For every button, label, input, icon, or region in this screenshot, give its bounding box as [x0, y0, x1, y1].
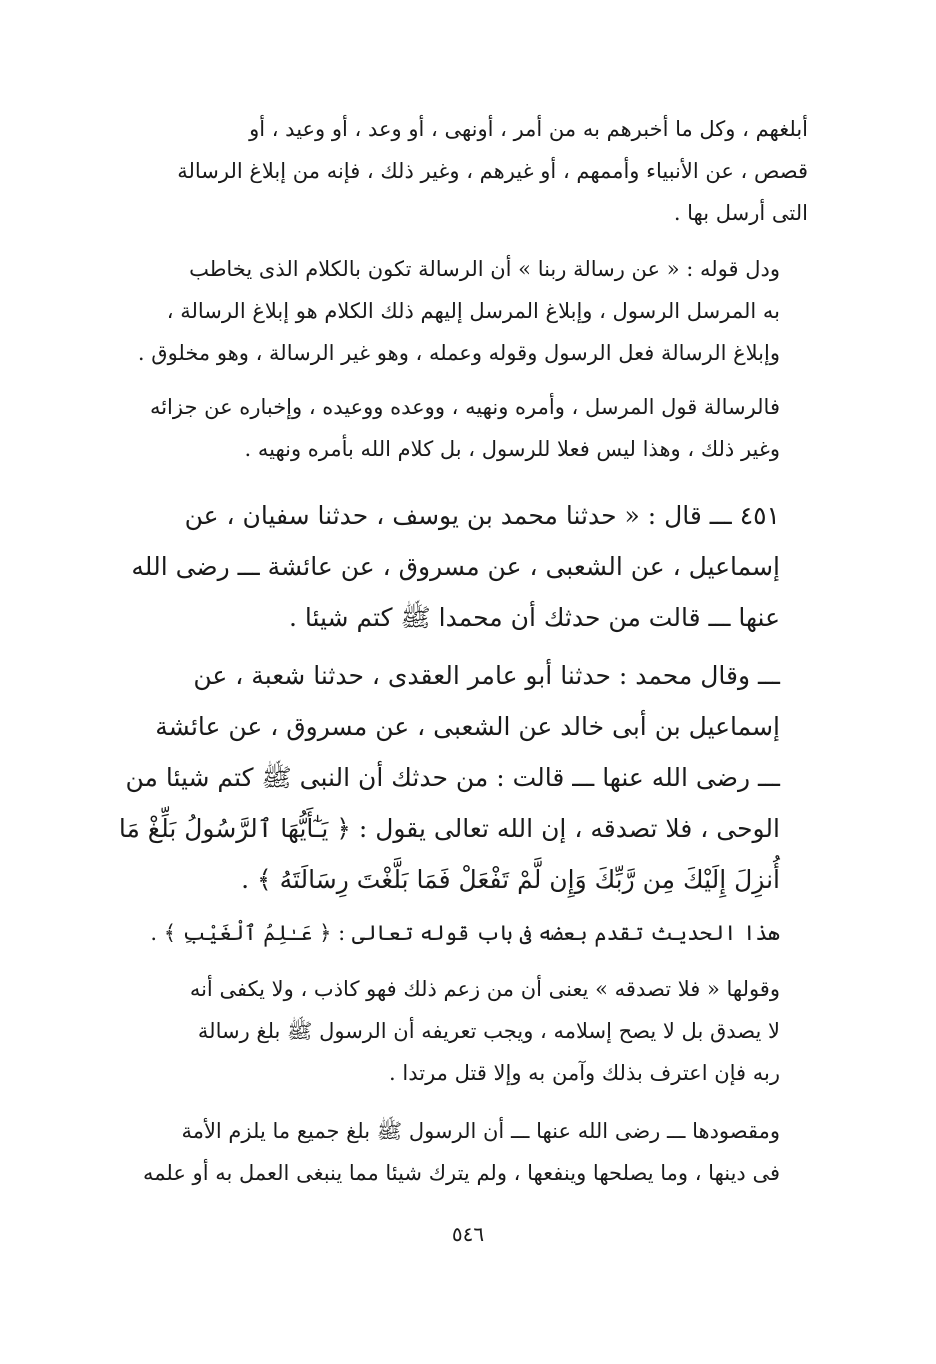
paragraph-2	[134, 248, 808, 374]
text-line: لا يصدق بل لا يصح إسلامه ، ويجب تعريفه أن الرسول ﷺ بلغ رسالة	[197, 1019, 780, 1043]
text-line: هذا الحديث تقدم بعضه فى باب قوله تعالى : ﴿ عَـٰلِمُ ٱلْغَيْبِ ﴾ .	[150, 921, 780, 945]
commentary-1	[134, 912, 808, 954]
text-line: فى دينها ، وما يصلحها وينفعها ، ولم يترك شيئا مما ينبغى العمل به أو علمه	[143, 1161, 780, 1185]
text-line: أبلغهم ، وكل ما أخبرهم به من أمر ، أونهى ، أو وعد ، أو وعيد ، أو	[249, 117, 808, 141]
commentary-2	[134, 968, 808, 1094]
commentary-3	[134, 1110, 808, 1194]
text-line: ٤٥١ ـــ قال : « حدثنا محمد بن يوسف ، حدثنا سفيان ، عن	[184, 501, 780, 530]
text-line: الوحى ، فلا تصدقه ، إن الله تعالى يقول : ﴿ يَـٰٓأَيُّهَا ٱلرَّسُولُ بَلِّغْ مَا	[118, 814, 780, 843]
text-line: وغير ذلك ، وهذا ليس فعلا للرسول ، بل كلام الله بأمره ونهيه .	[244, 437, 780, 461]
hadith-451	[131, 490, 808, 643]
text-line: عنها ـــ قالت من حدثك أن محمدا ﷺ كتم شيئا .	[288, 603, 780, 632]
text-line: ومقصودها ـــ رضى الله عنها ـــ أن الرسول ﷺ بلغ جميع ما يلزم الأمة	[181, 1119, 780, 1143]
text-line: التى أرسل بها .	[673, 201, 808, 225]
hadith-451-second-chain	[118, 650, 808, 905]
text-line: قصص ، عن الأنبياء وأممهم ، أو غيرهم ، وغير ذلك ، فإنه من إبلاغ الرسالة	[177, 159, 808, 183]
text-line: ودل قوله : « عن رسالة ربنا » أن الرسالة تكون بالكلام الذى يخاطب	[189, 257, 780, 281]
text-line: فالرسالة قول المرسل ، وأمره ونهيه ، ووعده ووعيده ، وإخباره عن جزائه	[149, 395, 780, 419]
text-line: وإبلاغ الرسالة فعل الرسول وقوله وعمله ، وهو غير الرسالة ، وهو مخلوق .	[137, 341, 780, 365]
text-line: وقولها « فلا تصدقه » يعنى أن من زعم ذلك فهو كاذب ، ولا يكفى أنه	[189, 977, 780, 1001]
text-line: أُنزِلَ إِلَيْكَ مِن رَّبِّكَ وَإِن لَّمْ تَفْعَلْ فَمَا بَلَّغْتَ رِسَالَتَهُ ﴾ .	[241, 865, 780, 894]
paragraph-3	[134, 386, 808, 470]
text-line: ربه فإن اعترف بذلك وآمن به وإلا قتل مرتدا .	[389, 1061, 780, 1085]
text-line: إسماعيل ، عن الشعبى ، عن مسروق ، عن عائشة ـــ رضى الله	[131, 552, 780, 581]
text-line: به المرسل الرسول ، وإبلاغ المرسل إليهم ذلك الكلام هو إبلاغ الرسالة ،	[166, 299, 780, 323]
text-line: إسماعيل بن أبى خالد عن الشعبى ، عن مسروق ، عن عائشة	[155, 712, 780, 741]
page-number: ٥٤٦	[451, 1222, 485, 1246]
text-line: ـــ وقال محمد : حدثنا أبو عامر العقدى ، حدثنا شعبة ، عن	[193, 661, 780, 690]
paragraph-1	[134, 108, 808, 234]
text-line: ـــ رضى الله عنها ـــ قالت : من حدثك أن النبى ﷺ كتم شيئا من	[125, 763, 780, 792]
